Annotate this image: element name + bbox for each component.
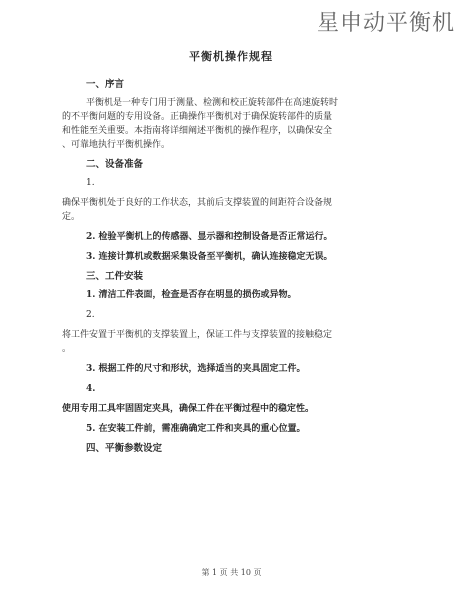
section-body-installation bbox=[62, 288, 400, 436]
list-item: 1. 清洁工件表面，检查是否存在明显的损伤或异物。 bbox=[86, 290, 297, 300]
list-item-number: 1. bbox=[86, 178, 95, 188]
paragraph-line: 的不平衡问题的专用设备。正确操作平衡机对于确保旋转部件的质量 bbox=[62, 112, 333, 122]
list-item: 3. 连接计算机或数据采集设备至平衡机，确认连接稳定无误。 bbox=[86, 252, 333, 262]
section-heading-installation: 三、工件安装 bbox=[86, 271, 144, 282]
list-item-text: 使用专用工具牢固固定夹具，确保工件在平衡过程中的稳定性。 bbox=[62, 404, 315, 414]
list-item: 2. 检验平衡机上的传感器、显示器和控制设备是否正常运行。 bbox=[86, 232, 333, 242]
document-title: 平衡机操作规程 bbox=[189, 50, 273, 63]
list-item-number: 4. bbox=[86, 384, 96, 394]
section-body-equipment bbox=[62, 176, 400, 264]
list-item-text: 定。 bbox=[62, 212, 81, 222]
section-heading-parameters: 四、平衡参数设定 bbox=[86, 443, 163, 454]
section-heading-equipment: 二、设备准备 bbox=[86, 159, 144, 170]
section-heading-preface: 一、序言 bbox=[86, 79, 125, 90]
list-item-text: 确保平衡机处于良好的工作状态，其前后支撑装置的间距符合设备规 bbox=[62, 198, 333, 208]
paragraph-line: 、可靠地执行平衡机操作。 bbox=[62, 140, 171, 150]
list-item: 3. 根据工件的尺寸和形状，选择适当的夹具固定工件。 bbox=[86, 364, 306, 374]
section-body-preface bbox=[62, 96, 400, 152]
paragraph-line: 和性能至关重要。本指南将详细阐述平衡机的操作程序，以确保安全 bbox=[62, 126, 333, 136]
watermark-text: 星申动平衡机 bbox=[316, 11, 455, 36]
page-footer: 第 1 页 共 10 页 bbox=[201, 568, 262, 577]
list-item-number: 2. bbox=[86, 310, 95, 320]
list-item-text: 。 bbox=[62, 344, 72, 354]
list-item: 5. 在安装工件前，需准确确定工件和夹具的重心位置。 bbox=[86, 424, 306, 434]
paragraph-line: 平衡机是一种专门用于测量、检测和校正旋转部件在高速旋转时 bbox=[86, 98, 339, 108]
document-page bbox=[62, 48, 400, 460]
list-item-text: 将工件安置于平衡机的支撑装置上，保证工件与支撑装置的接触稳定 bbox=[62, 330, 333, 340]
